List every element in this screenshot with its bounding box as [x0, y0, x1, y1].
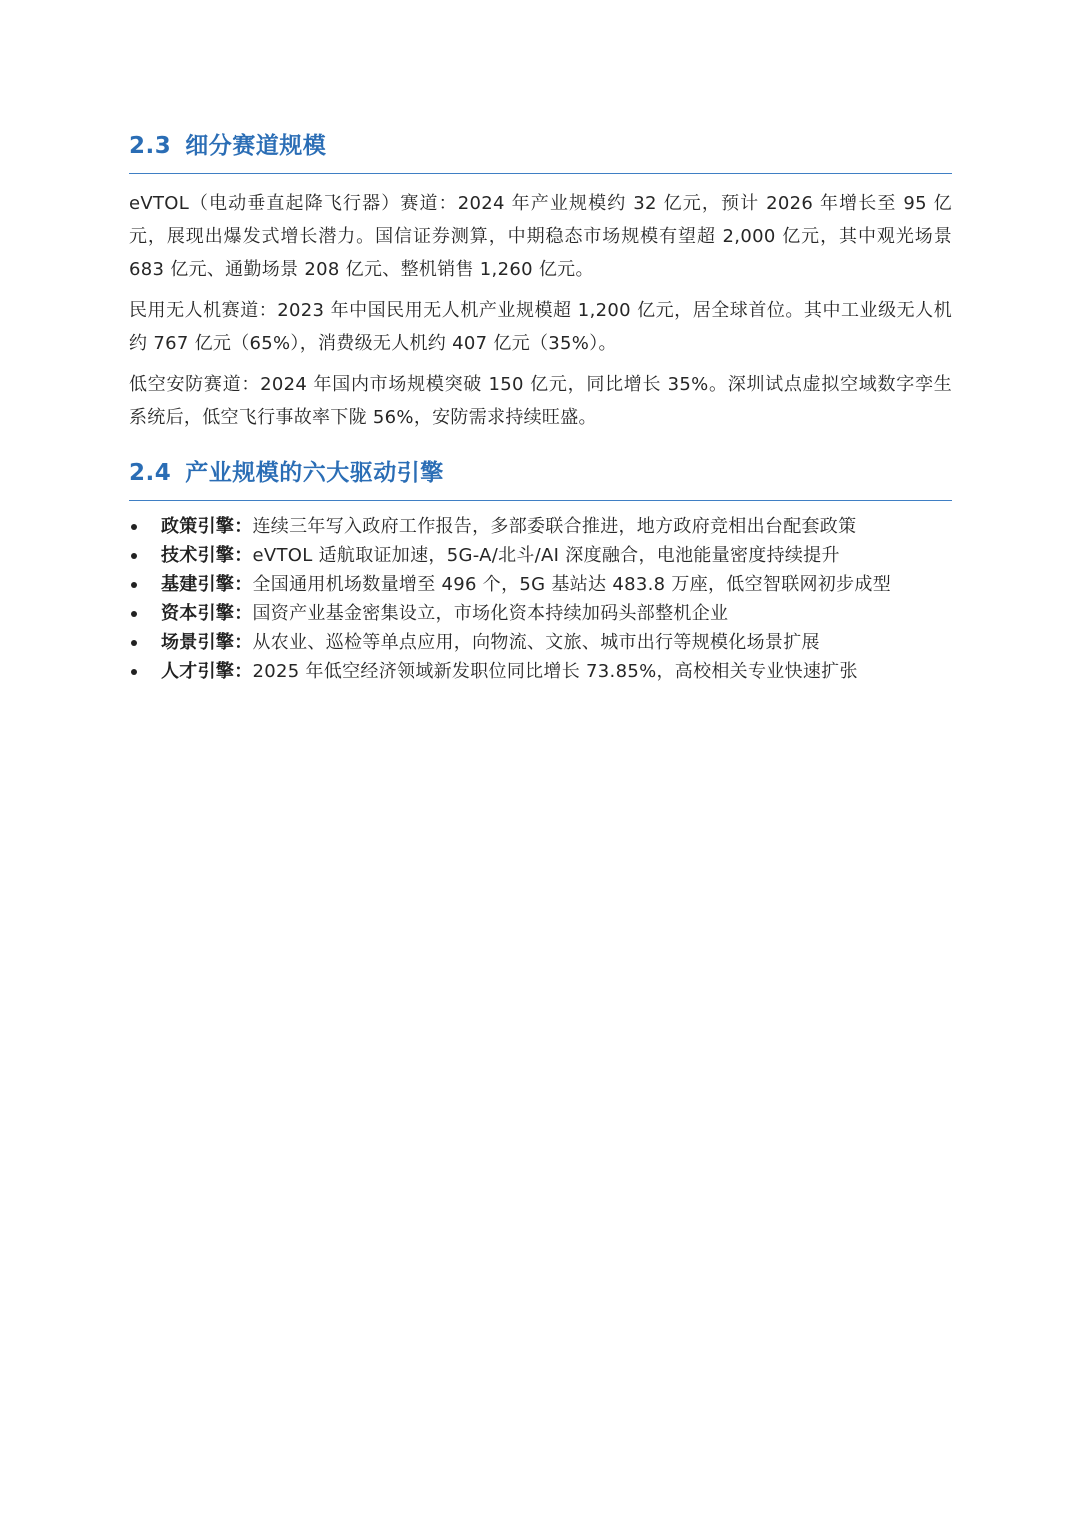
list-item: [129, 512, 952, 541]
list-item-text: 国资产业基金密集设立，市场化资本持续加码头部整机企业: [252, 603, 729, 624]
section-title: 产业规模的六大驱动引擎: [185, 460, 444, 486]
bullet-icon: [131, 524, 137, 530]
list-item-key: 基建引擎：: [161, 574, 253, 595]
list-item-key: 场景引擎：: [161, 632, 253, 653]
list-item-text: eVTOL 适航取证加速，5G-A/北斗/AI 深度融合，电池能量密度持续提升: [252, 545, 840, 566]
list-item: [129, 599, 952, 628]
section-heading-2-4: [129, 458, 952, 501]
list-item-key: 人才引擎：: [161, 661, 253, 682]
bullet-icon: [131, 553, 137, 559]
list-item: [129, 628, 952, 657]
section-number: 2.3: [129, 133, 172, 159]
section-heading-2-3: [129, 131, 952, 174]
list-item-text: 从农业、巡检等单点应用，向物流、文旅、城市出行等规模化场景扩展: [252, 632, 820, 653]
paragraph-evtol: eVTOL（电动垂直起降飞行器）赛道：2024 年产业规模约 32 亿元，预计 2026 年增长至 95 亿元，展现出爆发式增长潜力。国信证券测算，中期稳态市场规模有望超 2,000 亿元，其中观光场景 683 亿元、通勤场景 208 亿元、整机销售 1,260 亿元。: [129, 193, 952, 280]
section-number: 2.4: [129, 460, 172, 486]
bullet-icon: [131, 582, 137, 588]
list-item-text: 连续三年写入政府工作报告，多部委联合推进，地方政府竞相出台配套政策: [252, 516, 857, 537]
list-item-key: 资本引擎：: [161, 603, 253, 624]
list-item-text: 2025 年低空经济领域新发职位同比增长 73.85%，高校相关专业快速扩张: [252, 661, 858, 682]
list-item: [129, 541, 952, 570]
bullet-icon: [131, 640, 137, 646]
list-item-text: 全国通用机场数量增至 496 个，5G 基站达 483.8 万座，低空智联网初步成型: [252, 574, 891, 595]
list-item: [129, 570, 952, 599]
section-title: 细分赛道规模: [185, 133, 327, 159]
list-item: [129, 657, 952, 686]
list-item-key: 技术引擎：: [161, 545, 253, 566]
paragraph-security: 低空安防赛道：2024 年国内市场规模突破 150 亿元，同比增长 35%。深圳试点虚拟空域数字孪生系统后，低空飞行事故率下陇 56%，安防需求持续旺盛。: [129, 374, 952, 428]
list-item-key: 政策引擎：: [161, 516, 253, 537]
bullet-icon: [131, 669, 137, 675]
driver-list: [129, 512, 952, 686]
bullet-icon: [131, 611, 137, 617]
paragraph-drone: 民用无人机赛道：2023 年中国民用无人机产业规模超 1,200 亿元，居全球首位。其中工业级无人机约 767 亿元（65%），消费级无人机约 407 亿元（35%）。: [129, 300, 952, 354]
